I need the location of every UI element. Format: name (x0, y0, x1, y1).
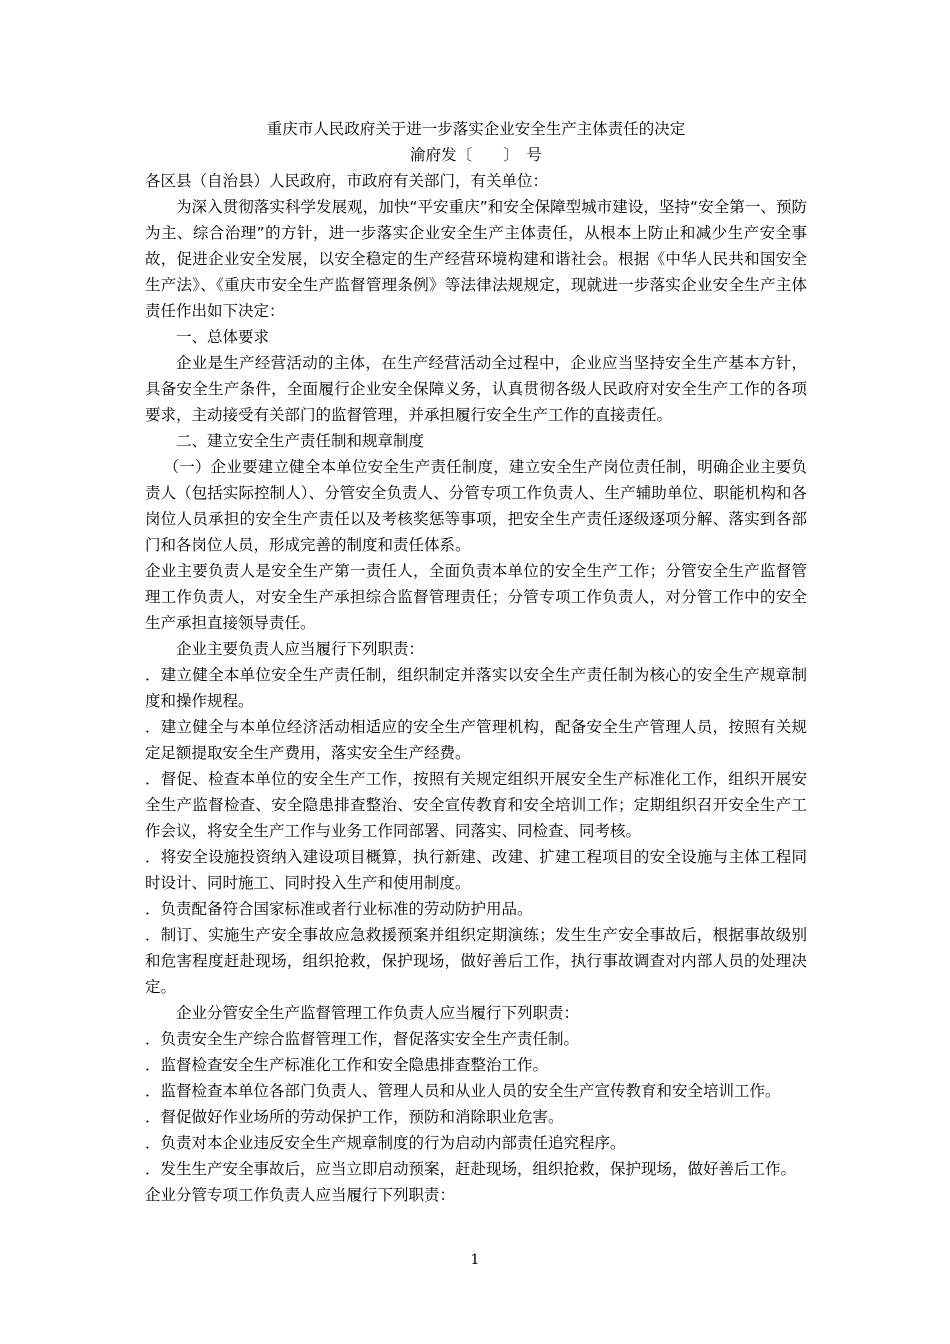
paragraph: ．督促做好作业场所的劳动保护工作，预防和消除职业危害。 (145, 1108, 564, 1126)
paragraph: ．发生生产安全事故后，应当立即启动预案，赶赴现场，组织抢救，保护现场，做好善后工作。 (145, 1160, 797, 1178)
paragraph: 企业主要负责人应当履行下列职责： (176, 640, 425, 658)
paragraph: 二、建立安全生产责任制和规章制度 (176, 432, 425, 450)
paragraph: ．督促、检查本单位的安全生产工作，按照有关规定组织开展安全生产标准化工作，组织开展安全生产监督检查、安全隐患排查整治、安全宣传教育和安全培训工作；定期组织召开安全生产工作会议，将安全生产工作与业务工作同部署、同落实、同检查、同考核。 (145, 770, 807, 840)
paragraph: 企业是生产经营活动的主体，在生产经营活动全过程中，企业应当坚持安全生产基本方针，具备安全生产条件，全面履行企业安全保障义务，认真贯彻各级人民政府对安全生产工作的各项要求，主动接受有关部门的监督管理，并承担履行安全生产工作的直接责任。 (145, 354, 807, 424)
paragraph: 企业主要负责人是安全生产第一责任人，全面负责本单位的安全生产工作；分管安全生产监督管理工作负责人，对安全生产承担综合监督管理责任；分管专项工作负责人，对分管工作中的安全生产承担直接领导责任。 (145, 562, 807, 632)
paragraph: ．制订、实施生产安全事故应急救援预案并组织定期演练；发生生产安全事故后，根据事故级别和危害程度赶赴现场，组织抢救，保护现场，做好善后工作，执行事故调查对内部人员的处理决定。 (145, 926, 807, 996)
paragraph: ．负责配备符合国家标准或者行业标准的劳动防护用品。 (145, 900, 533, 918)
paragraph: 企业分管专项工作负责人应当履行下列职责： (145, 1186, 456, 1204)
paragraph: ．建立健全与本单位经济活动相适应的安全生产管理机构，配备安全生产管理人员，按照有关规定足额提取安全生产费用，落实安全生产经费。 (145, 718, 807, 762)
paragraph: ．负责对本企业违反安全生产规章制度的行为启动内部责任追究程序。 (145, 1134, 626, 1152)
paragraph: ．将安全设施投资纳入建设项目概算，执行新建、改建、扩建工程项目的安全设施与主体工程同时设计、同时施工、同时投入生产和使用制度。 (145, 848, 807, 892)
document-title: 重庆市人民政府关于进一步落实企业安全生产主体责任的决定 (266, 120, 686, 138)
paragraph-list (145, 194, 807, 1208)
paragraph: ．监督检查安全生产标准化工作和安全隐患排查整治工作。 (145, 1056, 549, 1074)
addressee: 各区县（自治县）人民政府，市政府有关部门，有关单位： (145, 172, 549, 190)
document-number: 渝府发〔 〕 号 (410, 146, 542, 164)
page-number: 1 (470, 1252, 480, 1268)
paragraph: 一、总体要求 (176, 328, 270, 346)
paragraph: （一）企业要建立健全本单位安全生产责任制度，建立安全生产岗位责任制，明确企业主要负责人（包括实际控制人）、分管安全负责人、分管专项工作负责人、生产辅助单位、职能机构和各岗位人员承担的安全生产责任以及考核奖惩等事项，把安全生产责任逐级逐项分解、落实到各部门和各岗位人员，形成完善的制度和责任体系。 (145, 458, 807, 554)
paragraph: ．建立健全本单位安全生产责任制，组织制定并落实以安全生产责任制为核心的安全生产规章制度和操作规程。 (145, 666, 807, 710)
paragraph: ．监督检查本单位各部门负责人、管理人员和从业人员的安全生产宣传教育和安全培训工作。 (145, 1082, 781, 1100)
paragraph: ．负责安全生产综合监督管理工作，督促落实安全生产责任制。 (145, 1030, 580, 1048)
document-body (145, 116, 807, 1208)
paragraph: 为深入贯彻落实科学发展观，加快“平安重庆”和安全保障型城市建设，坚持“安全第一、预防为主、综合治理”的方针，进一步落实企业安全生产主体责任，从根本上防止和减少生产安全事故，促进企业安全发展，以安全稳定的生产经营环境构建和谐社会。根据《中华人民共和国安全生产法》、《重庆市安全生产监督管理条例》等法律法规规定，现就进一步落实企业安全生产主体责任作出如下决定： (145, 198, 807, 320)
paragraph: 企业分管安全生产监督管理工作负责人应当履行下列职责： (176, 1004, 580, 1022)
